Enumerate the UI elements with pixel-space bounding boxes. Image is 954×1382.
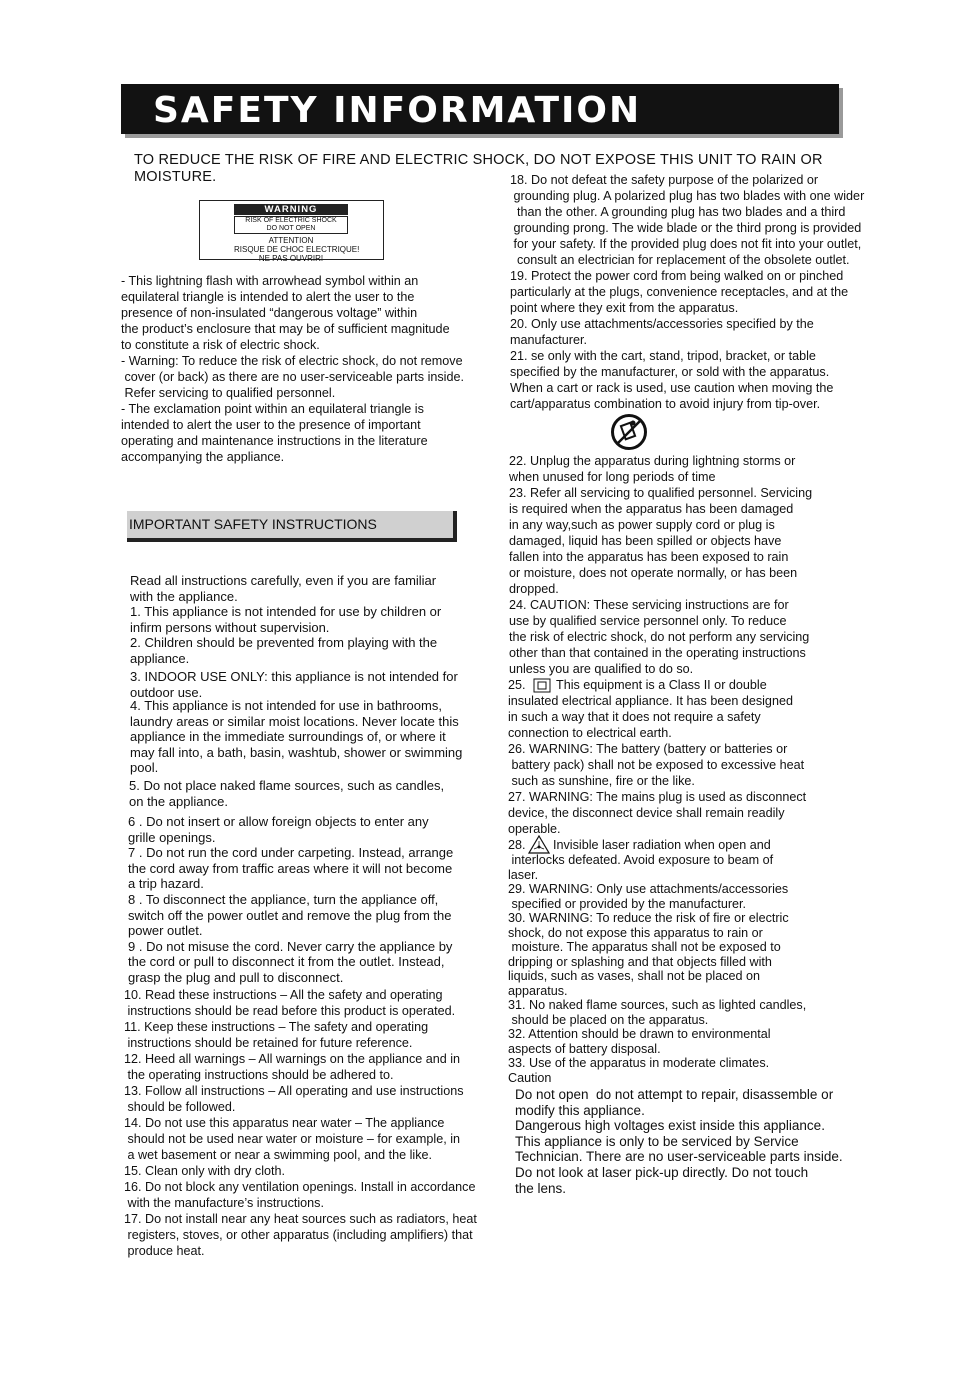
section-header-bar xyxy=(127,511,457,542)
class-ii-double-square-icon xyxy=(533,678,551,693)
instructions-10-17: 10. Read these instructions – All the safety and operating instructions should be read before this product is operated. 11. Keep these instructions – The safety and operating instructions should be retained for future reference. 12. Heed all warnings – All warnings on the appliance and in the operating instructions should be adhered to. 13. Follow all instructions – All operating and use instructions should be followed. 14. Do not use this apparatus near water – The appliance should not be used near water or moisture – for example, in a wet basement or near a swimming pool, and the like. 15. Clean only with dry cloth. 16. Do not block any ventilation openings. Install in accordance with the manufacture’s instructions. 17. Do not install near any heat sources such as radiators, heat registers, stoves, or other apparatus (including amplifiers) that produce heat. xyxy=(124,988,477,1258)
caution-text: Do not open do not attempt to repair, disassemble or modify this appliance. Dangerous high voltages exist inside this appliance. This appliance is only to be serviced by Service Technician. There are no user-serviceable parts inside. Do not look at laser pick-up directly. Do not touch the lens. xyxy=(515,1087,843,1196)
page-title: SAFETY INFORMATION xyxy=(153,90,642,131)
instructions-22-24: 22. Unplug the apparatus during lightning storms or when unused for long periods of time 23. Refer all servicing to qualified personnel. Servicing is required when the apparatus has been damaged in any way,such as power supply cord or plug is damaged, liquid has been spilled or objects have fallen into the apparatus has been exposed to rain or moisture, does not operate normally, or has been dropped. 24. CAUTION: These servicing instructions are for use by qualified service personnel only. To reduce the risk of electric shock, do not perform any servicing other than that contained in the operating instructions unless you are qualified to do so. xyxy=(509,454,813,676)
section-header-title: IMPORTANT SAFETY INSTRUCTIONS xyxy=(129,516,377,532)
warning-label-text xyxy=(234,204,360,263)
instructions-intro-1-2: Read all instructions carefully, even if you are familiar with the appliance. 1. This appliance is not intended for use by children or infirm persons without supervision. 2. Children should be prevented from playing with the appliance. xyxy=(130,573,442,666)
cart-tipover-icon xyxy=(611,414,647,450)
laser-warning-icon xyxy=(528,835,550,854)
instructions-6-9: 6 . Do not insert or allow foreign objects to enter any grille openings. 7 . Do not run the cord under carpeting. Instead, arrange the cord away from traffic areas where it will not become a trip hazard. 8 . To disconnect the appliance, turn the appliance off, switch off the power outlet and remove the plug from the power outlet. 9 . Do not misuse the cord. Never carry the appliance by the cord or pull to disconnect it from the outlet. Instead, grasp the plug and pull to disconnect. xyxy=(128,814,454,985)
instruction-5: 5. Do not place naked flame sources, such as candles, on the appliance. xyxy=(129,778,445,809)
warning-label-title: WARNING xyxy=(234,204,348,215)
warning-label-sub: RISK OF ELECTRIC SHOCK DO NOT OPEN xyxy=(234,216,348,234)
instructions-25-27: insulated electrical appliance. It has been designed in such a way that it does not require a safety connection to electrical earth. 26. WARNING: The battery (battery or batteries or battery pack) shall not be exposed to excessive heat such as sunshine, fire or the like. 27. WARNING: The mains plug is used as disconnect device, the disconnect device shall remain readily operable. xyxy=(508,694,807,836)
instruction-3: 3. INDOOR USE ONLY: this appliance is not intended for outdoor use. xyxy=(130,669,458,700)
instructions-28-33: interlocks defeated. Avoid exposure to beam of laser. 29. WARNING: Only use attachments/accessories specified or provided by the manufacturer. 30. WARNING: To reduce the risk of fire or electric shock, do not expose this apparatus to rain or moisture. The apparatus shall not be exposed to dripping or splashing and that objects filled with liquids, such as vases, shall not be placed on apparatus. 31. No naked flame sources, such as lighted candles, should be placed on the apparatus. 32. Attention should be drawn to environmental aspects of battery disposal. 33. Use of the apparatus in moderate climates. Caution xyxy=(508,853,807,1085)
title-banner xyxy=(121,84,839,134)
instruction-28-prefix: 28. xyxy=(508,838,526,852)
symbols-explanation: - This lightning flash with arrowhead symbol within an equilateral triangle is intended to alert the user to the presence of non-insulated “dangerous voltage” within the product’s enclosure that may be of sufficient magnitude to constitute a risk of electric shock. - Warning: To reduce the risk of electric shock, do not remove cover (or back) as there are no user-serviceable parts inside. Refer servicing to qualified personnel. - The exclamation point within an equilateral triangle is intended to alert the user to the presence of important operating and maintenance instructions in the literature accompanying the appliance. xyxy=(121,274,464,464)
warning-label xyxy=(199,200,384,263)
warning-label-french: ATTENTION RISQUE DE CHOC ELECTRIQUE! NE PAS OUVRIR! xyxy=(234,236,360,263)
instructions-18-21: 18. Do not defeat the safety purpose of the polarized or grounding plug. A polarized plug has two blades with one wider than the other. A grounding plug has two blades and a third grounding prong. The wide blade or the third prong is provided for your safety. If the provided plug does not fit into your outlet, consult an electrician for replacement of the obsolete outlet. 19. Protect the power cord from being walked on or pinched particularly at the plugs, convenience receptacles, and at the point where they exit from the apparatus. 20. Only use attachments/accessories specified by the manufacturer. 21. se only with the cart, stand, tripod, bracket, or table specified by the manufacturer, or sold with the apparatus. When a cart or rack is used, use caution when moving the cart/apparatus combination to avoid injury from tip-over. xyxy=(510,173,865,411)
instruction-25-first-line: This equipment is a Class II or double xyxy=(556,678,767,692)
headline-warning: TO REDUCE THE RISK OF FIRE AND ELECTRIC SHOCK, DO NOT EXPOSE THIS UNIT TO RAIN OR MOISTURE. xyxy=(134,152,823,185)
instruction-25-prefix: 25. xyxy=(508,678,526,692)
instruction-28-first-line: Invisible laser radiation when open and xyxy=(553,838,771,852)
instruction-4: 4. This appliance is not intended for use in bathrooms, laundry areas or similar moist locations. Never locate this appliance in the immediate surroundings of, or where it may fall into, a bath, basin, washtub, shower or swimming pool. xyxy=(130,698,463,776)
